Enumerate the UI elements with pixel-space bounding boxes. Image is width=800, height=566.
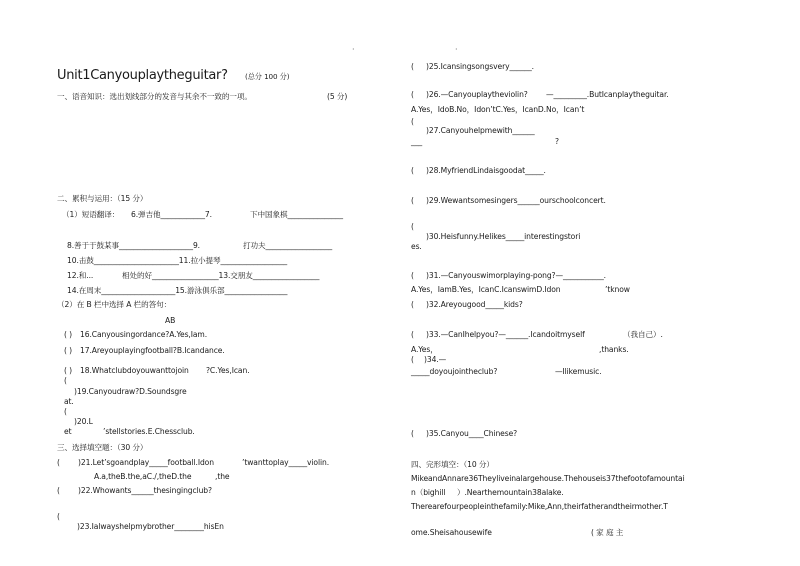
q20-text-c: ’stellstories.E.Chessclub.	[103, 427, 195, 436]
q34-answer: —Ilikemusic.	[555, 367, 602, 376]
q35-paren: (	[411, 429, 414, 438]
q25-text: )25.Icansingsongsvery______.	[426, 62, 534, 71]
q33-options-cont: ,thanks.	[599, 345, 629, 354]
q26-text-cont: —_________.ButIcanplaytheguitar.	[546, 90, 669, 99]
q26-options: A.Yes，IdoB.No，Idon’tC.Yes，IcanD.No，Ican’t	[411, 105, 585, 114]
q31-text: )31.—Canyouswimorplaying-pong?—___________.	[426, 271, 606, 280]
q28-paren: (	[411, 166, 414, 175]
section2-part2-label: （2）在 B 栏中选择 A 栏的答句：	[57, 300, 172, 309]
q30-paren: (	[411, 222, 414, 231]
page-title: Unit1Canyouplaytheguitar?	[57, 68, 228, 83]
q16-text: 16.Canyousingordance?A.Yes,Iam.	[80, 330, 208, 339]
q19-text: )19.Canyoudraw?D.Soundsgre	[74, 387, 187, 396]
q20-text: )20.L	[74, 417, 93, 426]
q18-paren: ( )	[64, 366, 73, 375]
q21-paren: (	[57, 458, 60, 467]
q19-paren: (	[64, 376, 67, 385]
cloze-line-2b: ）.Nearthemountain38alake.	[457, 488, 564, 497]
q19-text-cont: at.	[64, 397, 74, 406]
q30-text-cont: es.	[411, 242, 422, 251]
q30-text: )30.Heisfunny.Helikes_____interestingstori	[426, 232, 581, 241]
q27-text-b: ___	[411, 137, 423, 146]
top-dot-left: ·	[352, 45, 355, 54]
total-score: (总分 100 分)	[245, 72, 290, 81]
section1-score: (5 分)	[327, 92, 348, 101]
section1-heading: 一、语音知识：选出划线部分的发音与其余不一致的一项。	[57, 92, 252, 101]
q32-paren: (	[411, 300, 414, 309]
q21-options: A.a,theB.the,aC./,theD.the	[94, 472, 192, 481]
q27-paren: (	[411, 117, 414, 126]
section3-heading: 三、选择填空题：（30 分）	[57, 443, 148, 452]
q23-text: )23.Ialwayshelpmybrother________hisEn	[77, 522, 224, 531]
q16-paren: ( )	[64, 330, 73, 339]
phrase-14-15: 14.在周末____________________15.游泳俱乐部_________________	[67, 286, 288, 295]
q32-text: )32.Areyougood_____kids?	[426, 300, 523, 309]
column-header-ab: AB	[165, 316, 176, 325]
phrase-6: 6.弹吉他____________7.	[131, 210, 212, 219]
q35-text: )35.Canyou____Chinese?	[426, 429, 518, 438]
q22-text: )22.Whowants______thesingingclub?	[78, 486, 212, 495]
q26-paren: (	[411, 90, 414, 99]
q20-text-b: et	[64, 427, 72, 436]
phrase-8-9: 8.善于于鼓某事____________________9.	[67, 241, 200, 250]
q21-options-cont: ,the	[215, 472, 230, 481]
q33-text: )33.—CanIhelpyou?—______.Icandoitmyself	[426, 330, 585, 339]
phrase-12-13: 相处的好__________________13.交朋友__________________	[122, 271, 320, 280]
section4-heading: 四、完形填空：（10 分）	[411, 460, 494, 469]
cloze-line-4: ome.Sheisahousewife	[411, 528, 492, 537]
q31-options: A.Yes，IamB.Yes，IcanC.IcanswimD.Idon	[411, 285, 561, 294]
top-dot-right: ·	[455, 45, 458, 54]
q27-text: )27.Canyouhelpmewith______	[426, 126, 535, 135]
section2-part1-label: （1）短语翻译：	[62, 210, 120, 219]
q31-paren: (	[411, 271, 414, 280]
q23-paren: (	[57, 512, 60, 521]
q22-paren: (	[57, 486, 60, 495]
q34-paren: (	[411, 355, 414, 364]
q20-paren: (	[64, 407, 67, 416]
phrase-7: 下中国象棋_______________	[250, 210, 343, 219]
q28-text: )28.MyfriendLindaisgoodat_____.	[426, 166, 546, 175]
cloze-line-2a: n（bighill	[411, 488, 446, 497]
q29-paren: (	[411, 196, 414, 205]
q33-paren: (	[411, 330, 414, 339]
q31-options-cont: ’tknow	[605, 285, 630, 294]
cloze-line-3: Therearefourpeopleinthefamily:Mike,Ann,theirfatherandtheirmother.T	[411, 502, 668, 511]
q21-text-cont: ’twanttoplay_____violin.	[242, 458, 330, 467]
phrase-12-prefix: 12.和...	[67, 271, 94, 280]
q29-text: )29.Wewantsomesingers______ourschoolconcert.	[426, 196, 606, 205]
q27-qmark: ?	[555, 137, 559, 146]
cloze-line-1: MikeandAnnare36Theyliveinalargehouse.Thehouseis37thefootofamountai	[411, 474, 685, 483]
q33-gloss: （我自己）.	[623, 330, 663, 339]
q17-paren: ( )	[64, 346, 73, 355]
phrase-10-11: 10.击鼓_______________________11.拉小提琴__________________	[67, 256, 288, 265]
q21-text: )21.Let’sgoandplay_____football.Idon	[78, 458, 214, 467]
q33-options: A.Yes，	[411, 345, 438, 354]
q34-text-b: _____doyoujointheclub?	[411, 367, 498, 376]
phrase-9: 打功夫__________________	[243, 241, 333, 250]
q17-text: 17.Areyouplayingfootball?B.Icandance.	[80, 346, 225, 355]
q34-text: )34.—	[424, 355, 447, 364]
q18-text: 18.Whatclubdoyouwanttojoin	[80, 366, 189, 375]
section2-heading: 二、累积与运用：（15 分）	[57, 194, 148, 203]
cloze-line-4-gloss: ( 家 庭 主	[591, 528, 624, 537]
q26-text: )26.—Canyouplaytheviolin?	[426, 90, 528, 99]
q25-paren: (	[411, 62, 414, 71]
q18-text-cont: ?C.Yes,Ican.	[206, 366, 250, 375]
